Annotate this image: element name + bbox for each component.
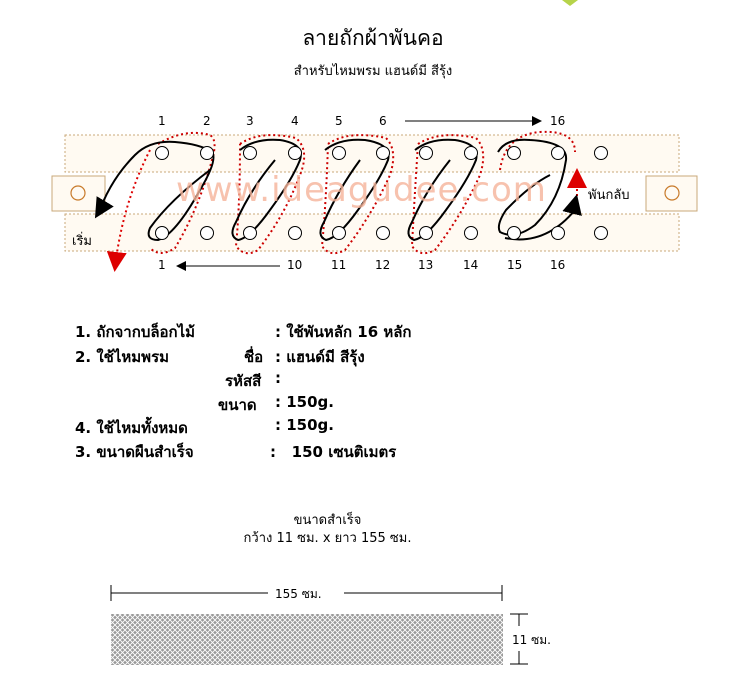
instruction-5-right: : 150g. bbox=[275, 416, 334, 434]
instruction-2-right: : แฮนด์มี สีรุ้ง bbox=[275, 348, 365, 366]
watermark-text: www.ideagudee.com bbox=[176, 170, 547, 210]
top-number-3: 3 bbox=[246, 114, 254, 128]
top-number-5: 5 bbox=[335, 114, 343, 128]
instruction-3-mid: รหัสสี bbox=[225, 372, 262, 390]
start-label: เริ่ม bbox=[72, 234, 92, 249]
bottom-number-13: 13 bbox=[418, 258, 434, 272]
left-end-block bbox=[52, 176, 105, 211]
instruction-4-mid: ขนาด bbox=[218, 396, 257, 414]
instruction-1-right: : ใช้พันหลัก 16 หลัก bbox=[275, 323, 412, 341]
page-subtitle: สำหรับไหมพรม แฮนด์มี สีรุ้ง bbox=[293, 64, 453, 79]
right-end-block bbox=[646, 176, 697, 211]
bottom-number-15: 15 bbox=[507, 258, 523, 272]
corner-decoration bbox=[562, 0, 578, 6]
instruction-2-mid: ชื่อ bbox=[244, 348, 264, 366]
finished-size-dims: กว้าง 11 ซม. x ยาว 155 ซม. bbox=[243, 531, 412, 546]
instruction-6-right: : 150 เซนติเมตร bbox=[270, 443, 397, 461]
instruction-2-left: 2. ใช้ไหมพรม bbox=[75, 348, 170, 366]
top-number-16: 16 bbox=[550, 114, 566, 128]
page-title: ลายถักผ้าพันคอ bbox=[302, 26, 444, 50]
top-number-1: 1 bbox=[158, 114, 166, 128]
width-dimension-label: 11 ซม. bbox=[512, 633, 551, 647]
instruction-4-right: : 150g. bbox=[275, 393, 334, 411]
bottom-number-12: 12 bbox=[375, 258, 391, 272]
top-number-6: 6 bbox=[379, 114, 387, 128]
scarf-swatch bbox=[111, 614, 503, 665]
finished-size-heading: ขนาดสำเร็จ bbox=[293, 513, 362, 528]
bottom-number-14: 14 bbox=[463, 258, 479, 272]
bottom-number-1: 1 bbox=[158, 258, 166, 272]
top-number-2: 2 bbox=[203, 114, 211, 128]
wrap-back-label: พันกลับ bbox=[588, 188, 630, 203]
length-dimension-label: 155 ซม. bbox=[275, 587, 322, 601]
instruction-5-left: 4. ใช้ไหมทั้งหมด bbox=[75, 419, 188, 437]
instruction-3-right: : bbox=[275, 369, 281, 387]
instruction-6-left: 3. ขนาดผืนสำเร็จ bbox=[75, 443, 194, 461]
bottom-number-11: 11 bbox=[331, 258, 347, 272]
instruction-1-left: 1. ถักจากบล็อกไม้ bbox=[75, 323, 196, 341]
top-number-4: 4 bbox=[291, 114, 299, 128]
bottom-number-10: 10 bbox=[287, 258, 303, 272]
bottom-number-16: 16 bbox=[550, 258, 566, 272]
